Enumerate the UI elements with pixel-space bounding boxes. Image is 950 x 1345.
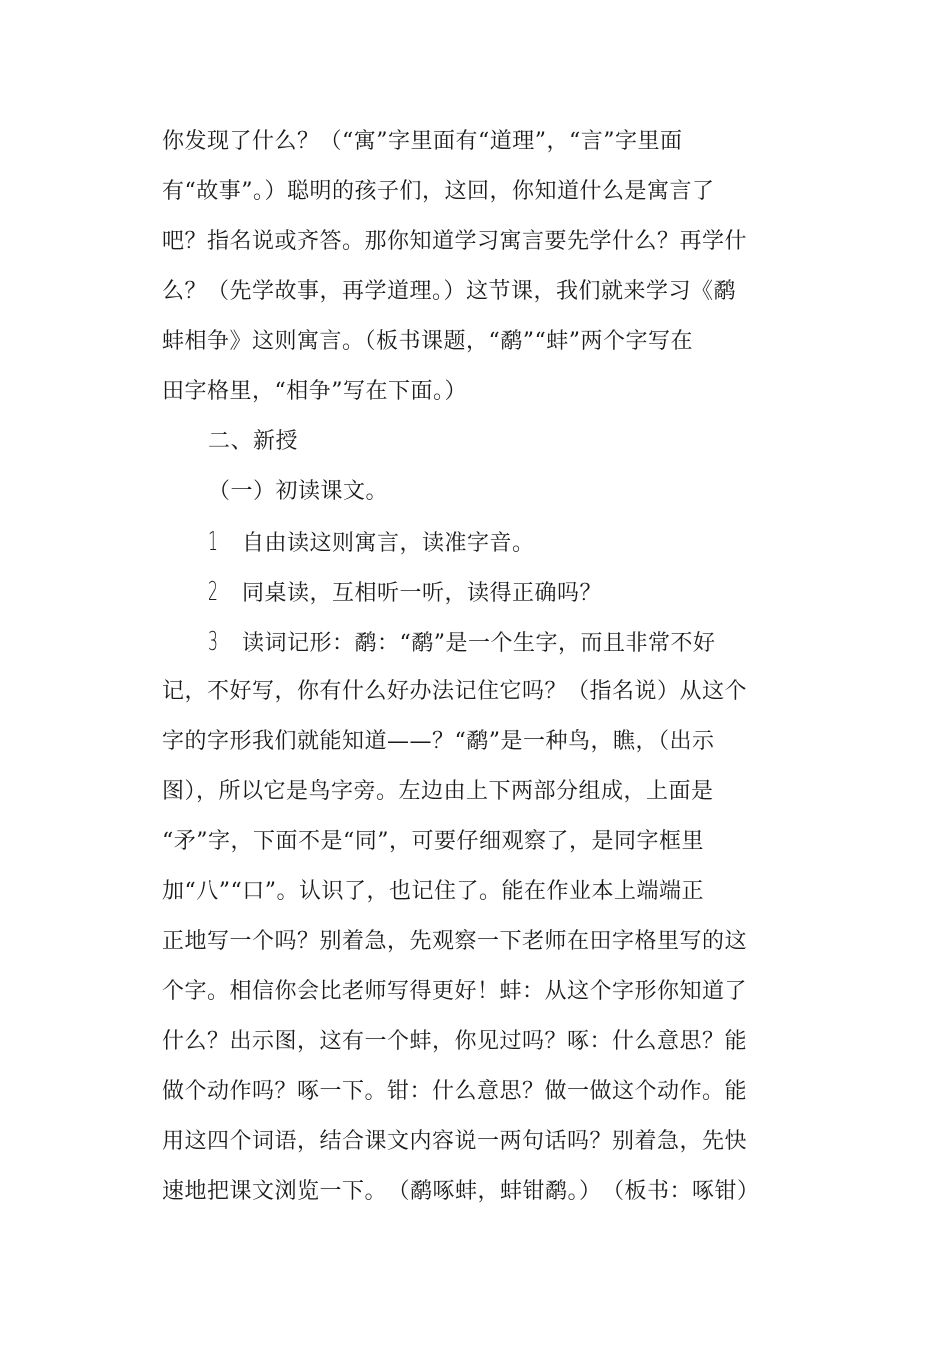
- paragraph-line: 做个动作吗？啄一下。钳：什么意思？做一做这个动作。能: [162, 1079, 748, 1104]
- paragraph-line: 正地写一个吗？别着急，先观察一下老师在田字格里写的这: [162, 929, 748, 954]
- step-item: [208, 528, 535, 558]
- paragraph-line: 加“八”“口”。认识了，也记住了。能在作业本上端端正: [162, 879, 704, 904]
- paragraph-line: 么？（先学故事，再学道理。）这节课，我们就来学习《鹬: [162, 279, 737, 304]
- paragraph-line: 图），所以它是鸟字旁。左边由上下两部分组成，上面是: [162, 779, 714, 804]
- paragraph-line: 字的字形我们就能知道——？“鹬”是一种鸟，瞧，（出示: [162, 729, 715, 754]
- step-number: 2: [208, 577, 219, 607]
- paragraph-line: 你发现了什么？（“寓”字里面有“道理”，“言”字里面: [162, 129, 683, 154]
- paragraph-line: 吧？指名说或齐答。那你知道学习寓言要先学什么？再学什: [162, 229, 748, 254]
- step-number: 3: [208, 627, 219, 657]
- paragraph-line: 蚌相争》这则寓言。（板书课题，“鹬”“蚌”两个字写在: [162, 329, 693, 354]
- paragraph-line: 速地把课文浏览一下。 （鹬啄蚌，蚌钳鹬。） （板书：啄钳）: [162, 1179, 760, 1204]
- step-item: [208, 628, 716, 658]
- subsection-heading: （一）初读课文。: [208, 479, 389, 504]
- step-text: 读词记形：鹬：“鹬”是一个生字，而且非常不好: [242, 631, 716, 656]
- step-item: [208, 578, 602, 608]
- step-text: 同桌读，互相听一听，读得正确吗？: [242, 581, 603, 606]
- paragraph-line: 什么？出示图，这有一个蚌，你见过吗？啄：什么意思？能: [162, 1029, 748, 1054]
- section-heading: 二、新授: [208, 429, 299, 454]
- paragraph-line: 个字。相信你会比老师写得更好！蚌：从这个字形你知道了: [162, 979, 748, 1004]
- paragraph-line: 记，不好写，你有什么好办法记住它吗？（指名说）从这个: [162, 679, 748, 704]
- paragraph-line: 用这四个词语，结合课文内容说一两句话吗？别着急，先快: [162, 1129, 748, 1154]
- step-text: 自由读这则寓言，读准字音。: [242, 531, 535, 556]
- step-number: 1: [208, 527, 219, 557]
- paragraph-line: 有“故事”。）聪明的孩子们，这回，你知道什么是寓言了: [162, 179, 715, 204]
- paragraph-line: 田字格里，“相争”写在下面。）: [162, 379, 467, 404]
- paragraph-line: “矛”字，下面不是“同”，可要仔细观察了，是同字框里: [162, 829, 704, 854]
